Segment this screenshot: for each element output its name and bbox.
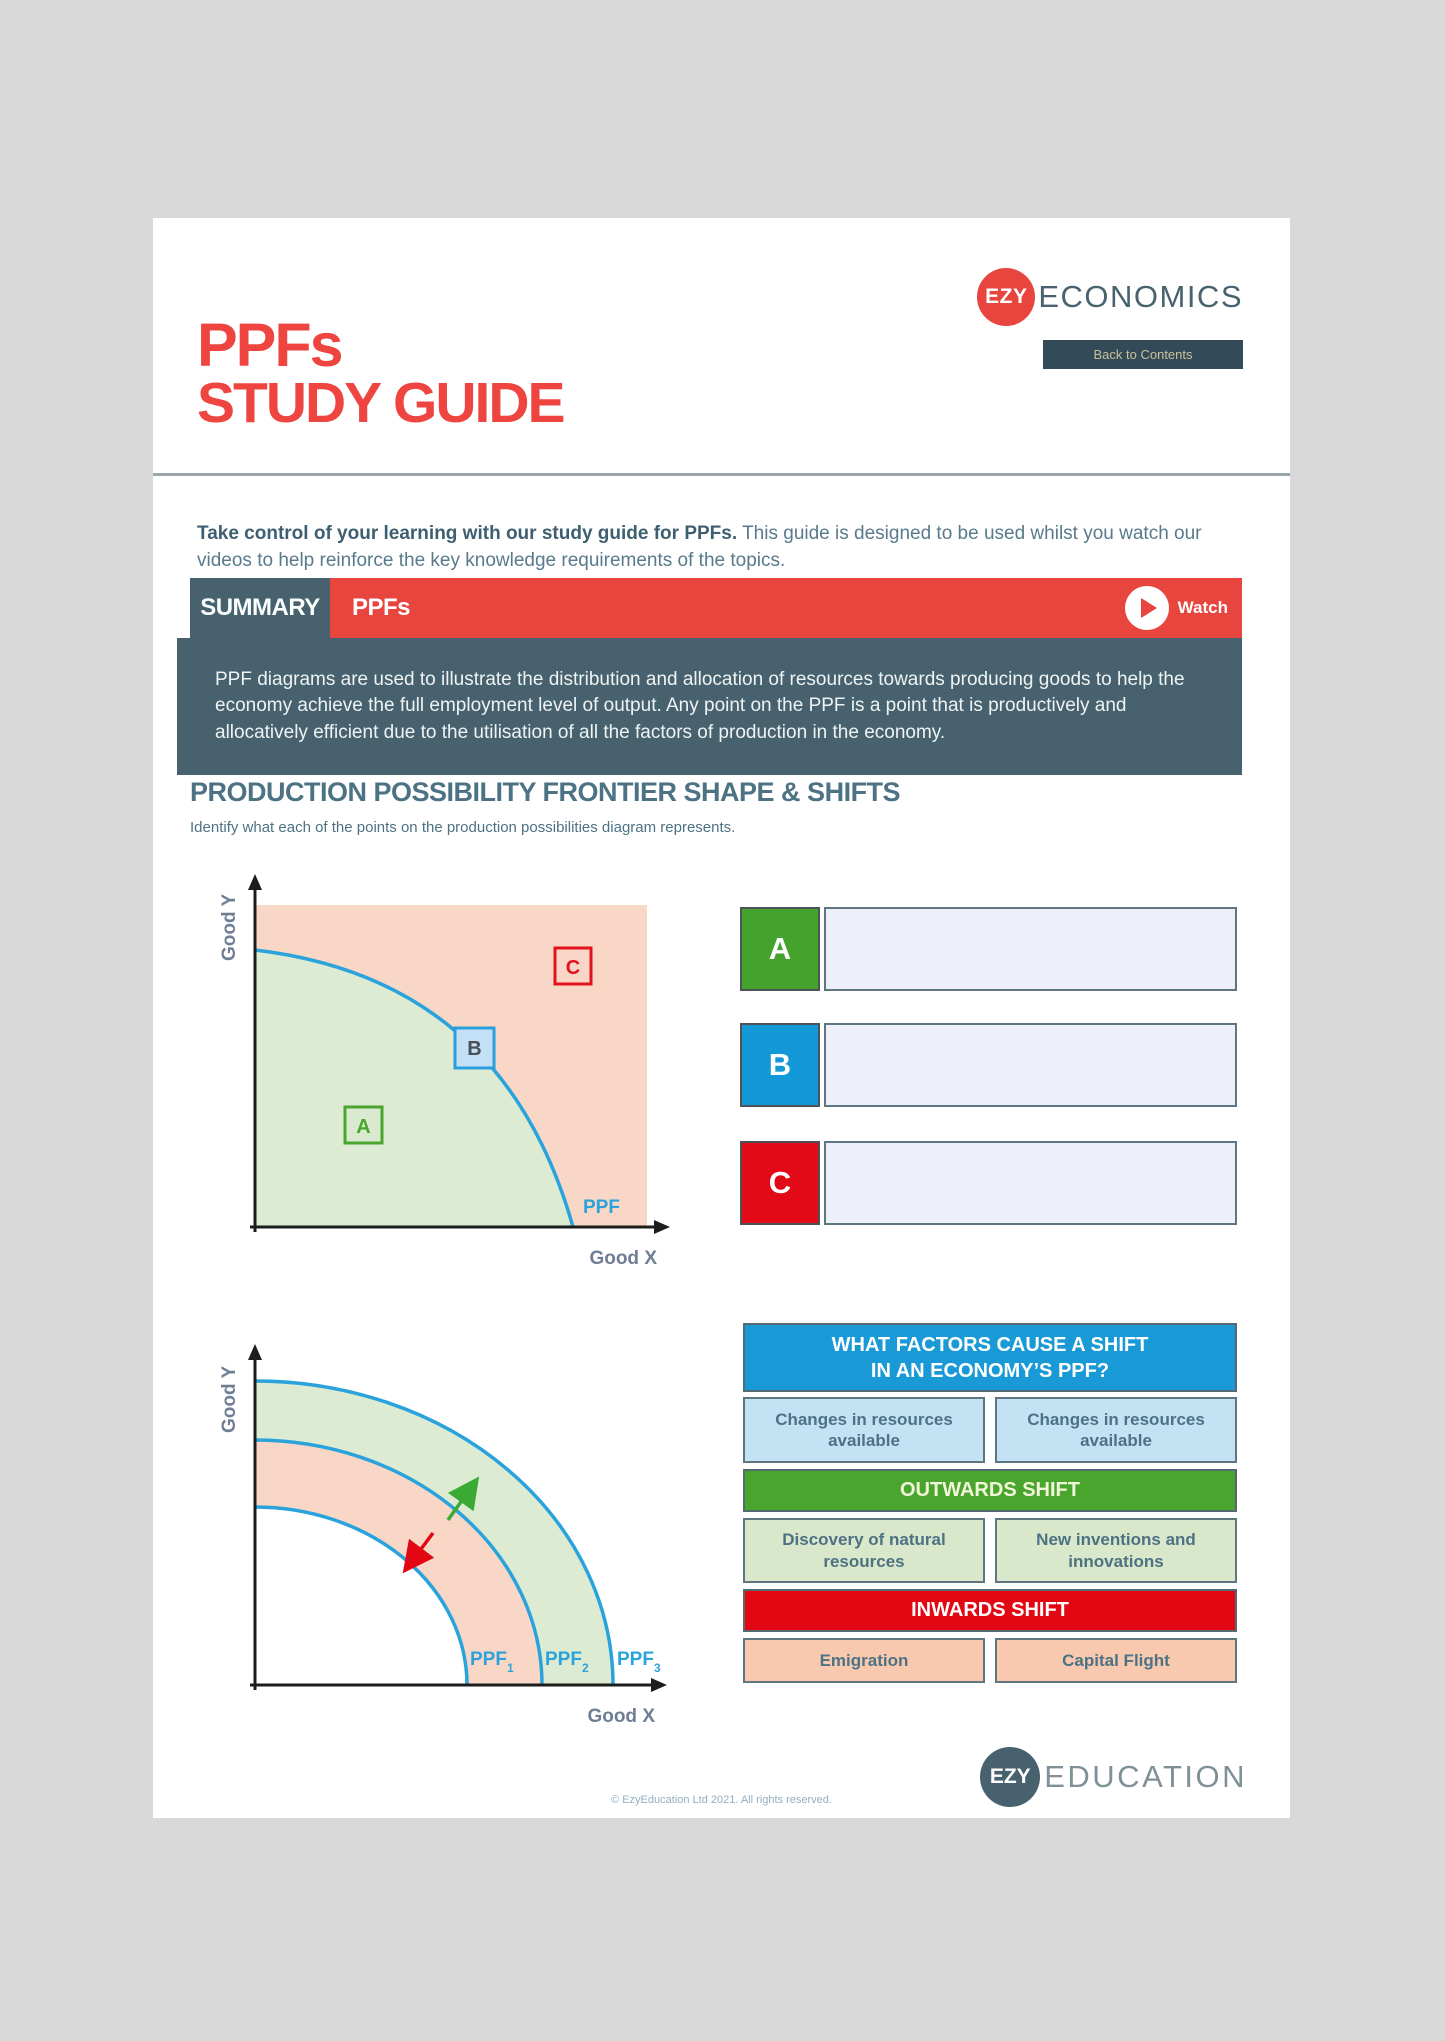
factors-row-inwards <box>743 1638 1237 1683</box>
back-to-contents-button[interactable]: Back to Contents <box>1043 340 1243 369</box>
answer-b-badge: B <box>740 1023 820 1107</box>
answer-a-badge: A <box>740 907 820 991</box>
play-icon <box>1125 586 1169 630</box>
inwards-shift-bar: INWARDS SHIFT <box>743 1589 1237 1632</box>
shift-factors-panel <box>743 1323 1237 1683</box>
intro-bold: Take control of your learning with our study guide for PPFs. <box>197 523 738 544</box>
ppf1-label: $PPF_1$ <box>470 1649 514 1675</box>
ppf3-label: $PPF_3$ <box>617 1649 661 1675</box>
ezy-logo-icon: EZY <box>977 268 1035 326</box>
y-axis-arrow-icon <box>248 874 262 890</box>
intro-rest: This guide is designed to be used whilst you watch our videos to help reinforce the key knowledge requirements of the topics. <box>197 523 1202 571</box>
point-c-label: C <box>565 957 581 979</box>
answer-c-input[interactable] <box>824 1141 1237 1225</box>
y-axis-label: Good Y <box>219 893 240 961</box>
document-page <box>153 218 1290 1818</box>
summary-body: PPF diagrams are used to illustrate the distribution and allocation of resources towards producing goods to help the economy achieve the full employment level of output. Any point on the PPF is a point that is productively and allocatively efficient due to the utilisation of all the factors of production in the economy. <box>215 668 1185 743</box>
summary-topic-bar <box>330 578 1242 638</box>
answer-row-a <box>740 907 1237 991</box>
watch-label: Watch <box>1177 598 1228 617</box>
y-axis-arrow-icon <box>248 1344 262 1360</box>
page-title-line2: STUDY GUIDE <box>197 370 564 435</box>
y-axis-label: Good Y <box>219 1365 240 1433</box>
factors-header <box>743 1323 1237 1392</box>
summary-text-box <box>177 638 1242 775</box>
answer-row-c <box>740 1141 1237 1225</box>
ppf-curve-label: PPF <box>583 1197 620 1218</box>
x-axis-label: Good X <box>589 1248 657 1269</box>
point-a-label: A <box>356 1116 371 1138</box>
ezy-economics-logo <box>977 268 1243 326</box>
x-axis-arrow-icon <box>654 1220 670 1234</box>
ppf-shifts-diagram <box>183 1308 688 1748</box>
title-divider <box>153 473 1290 476</box>
page-title-line1: PPFs <box>197 311 342 379</box>
answer-c-badge: C <box>740 1141 820 1225</box>
page-title <box>197 311 564 435</box>
factors-row-resources <box>743 1397 1237 1463</box>
factors-header-line2: IN AN ECONOMY’S PPF? <box>870 1359 1110 1382</box>
factor-cell: Changes in resources available <box>995 1397 1237 1463</box>
x-axis-label: Good X <box>587 1706 655 1727</box>
ppf2-label: $PPF_2$ <box>545 1649 589 1675</box>
factor-cell: Changes in resources available <box>743 1397 985 1463</box>
brand-word-education: EDUCATION <box>1044 1759 1247 1794</box>
ezy-logo-icon: EZY <box>980 1747 1040 1807</box>
section-heading: PRODUCTION POSSIBILITY FRONTIER SHAPE & SHIFTS <box>190 777 901 807</box>
factors-header-line1: WHAT FACTORS CAUSE A SHIFT <box>831 1333 1149 1356</box>
watch-button[interactable] <box>1125 586 1228 630</box>
summary-bar <box>190 578 1242 638</box>
answer-b-input[interactable] <box>824 1023 1237 1107</box>
factor-cell: Emigration <box>743 1638 985 1683</box>
factor-cell: Capital Flight <box>995 1638 1237 1683</box>
answer-row-b <box>740 1023 1237 1107</box>
factor-cell: Discovery of natural resources <box>743 1518 985 1583</box>
brand-word-economics: ECONOMICS <box>1038 279 1243 314</box>
point-b-label: B <box>467 1038 482 1060</box>
section-subheading: Identify what each of the points on the production possibilities diagram represents. <box>190 819 736 836</box>
intro-paragraph <box>197 520 1212 574</box>
copyright-text: © EzyEducation Ltd 2021. All rights reserved. <box>611 1794 832 1806</box>
x-axis-arrow-icon <box>651 1678 667 1692</box>
outwards-shift-bar: OUTWARDS SHIFT <box>743 1469 1237 1512</box>
summary-tab: SUMMARY <box>190 578 330 638</box>
factor-cell: New inventions and innovations <box>995 1518 1237 1583</box>
summary-topic-label: PPFs <box>352 594 411 621</box>
factors-row-outwards <box>743 1518 1237 1583</box>
ppf-points-diagram <box>183 866 688 1276</box>
answer-a-input[interactable] <box>824 907 1237 991</box>
